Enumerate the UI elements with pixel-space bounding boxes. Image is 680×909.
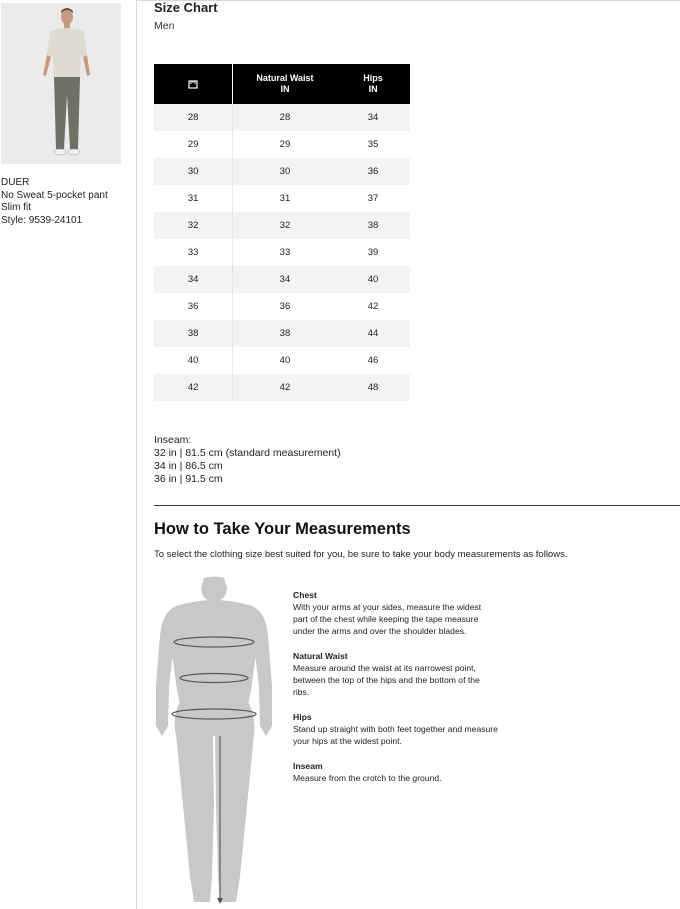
size-chart-subtitle: Men bbox=[154, 20, 175, 32]
how-to-intro: To select the clothing size best suited for you, be sure to take your body measurements as follows. bbox=[154, 549, 568, 560]
hips-cell: 35 bbox=[337, 131, 410, 158]
product-brand: DUER bbox=[1, 177, 30, 188]
size-chart-title: Size Chart bbox=[154, 0, 218, 15]
measure-chest bbox=[293, 589, 498, 637]
product-sidebar bbox=[0, 0, 137, 909]
waist-cell: 32 bbox=[233, 212, 337, 239]
inseam-line-36: 36 in | 91.5 cm bbox=[154, 473, 223, 485]
waist-cell: 40 bbox=[233, 347, 337, 374]
body-silhouette-figure bbox=[152, 576, 277, 906]
tag-icon bbox=[188, 78, 199, 88]
hips-cell: 40 bbox=[337, 266, 410, 293]
size-cell: 33 bbox=[154, 239, 233, 266]
header-size-cell bbox=[154, 64, 233, 104]
measurement-instructions bbox=[293, 589, 498, 797]
size-cell: 30 bbox=[154, 158, 233, 185]
size-cell: 32 bbox=[154, 212, 233, 239]
table-row bbox=[154, 131, 410, 158]
table-row bbox=[154, 320, 410, 347]
measure-waist bbox=[293, 650, 498, 698]
hips-cell: 34 bbox=[337, 104, 410, 131]
product-style: Style: 9539-24101 bbox=[1, 214, 83, 226]
waist-cell: 38 bbox=[233, 320, 337, 347]
size-cell: 31 bbox=[154, 185, 233, 212]
inseam-line-32: 32 in | 81.5 cm (standard measurement) bbox=[154, 447, 341, 459]
table-row bbox=[154, 293, 410, 320]
size-chart-table bbox=[154, 64, 410, 401]
measure-hips-title: Hips bbox=[293, 712, 312, 722]
waist-cell: 34 bbox=[233, 266, 337, 293]
waist-cell: 30 bbox=[233, 158, 337, 185]
section-divider bbox=[154, 505, 680, 506]
measure-hips bbox=[293, 711, 498, 747]
size-cell: 29 bbox=[154, 131, 233, 158]
table-row bbox=[154, 374, 410, 401]
hips-cell: 42 bbox=[337, 293, 410, 320]
header-waist-label: Natural Waist bbox=[256, 73, 314, 83]
waist-cell: 33 bbox=[233, 239, 337, 266]
hips-cell: 46 bbox=[337, 347, 410, 374]
measure-hips-desc: Stand up straight with both feet together and measure your hips at the widest point. bbox=[293, 724, 498, 746]
hips-cell: 48 bbox=[337, 374, 410, 401]
waist-cell: 31 bbox=[233, 185, 337, 212]
product-image bbox=[1, 3, 121, 164]
table-header-row bbox=[154, 64, 410, 104]
size-cell: 36 bbox=[154, 293, 233, 320]
size-cell: 40 bbox=[154, 347, 233, 374]
measure-waist-title: Natural Waist bbox=[293, 651, 348, 661]
header-hips-unit: IN bbox=[368, 84, 378, 94]
top-rule bbox=[137, 0, 680, 1]
size-cell: 42 bbox=[154, 374, 233, 401]
header-waist-unit: IN bbox=[280, 84, 290, 94]
how-to-title: How to Take Your Measurements bbox=[154, 520, 411, 538]
measure-inseam bbox=[293, 760, 498, 784]
measure-chest-desc: With your arms at your sides, measure the widest part of the chest while keeping the tape measure under the arms and over the shoulder blades. bbox=[293, 602, 482, 636]
header-natural-waist bbox=[233, 64, 337, 104]
hips-cell: 44 bbox=[337, 320, 410, 347]
waist-cell: 36 bbox=[233, 293, 337, 320]
size-cell: 34 bbox=[154, 266, 233, 293]
size-cell: 28 bbox=[154, 104, 233, 131]
table-row bbox=[154, 158, 410, 185]
size-guide-main bbox=[137, 0, 680, 909]
table-row bbox=[154, 239, 410, 266]
product-name: No Sweat 5-pocket pant bbox=[1, 189, 108, 201]
header-hips-label: Hips bbox=[363, 73, 383, 83]
measure-chest-title: Chest bbox=[293, 590, 317, 600]
product-info bbox=[1, 177, 108, 227]
product-fit: Slim fit bbox=[1, 202, 31, 213]
waist-cell: 28 bbox=[233, 104, 337, 131]
measure-inseam-desc: Measure from the crotch to the ground. bbox=[293, 773, 442, 783]
hips-cell: 37 bbox=[337, 185, 410, 212]
table-row bbox=[154, 266, 410, 293]
table-row bbox=[154, 212, 410, 239]
hips-cell: 38 bbox=[337, 212, 410, 239]
inseam-label: Inseam: bbox=[154, 434, 192, 446]
table-row bbox=[154, 104, 410, 131]
inseam-line-34: 34 in | 86.5 cm bbox=[154, 460, 223, 472]
measure-inseam-title: Inseam bbox=[293, 761, 323, 771]
table-row bbox=[154, 347, 410, 374]
waist-cell: 29 bbox=[233, 131, 337, 158]
waist-cell: 42 bbox=[233, 374, 337, 401]
table-row bbox=[154, 185, 410, 212]
hips-cell: 36 bbox=[337, 158, 410, 185]
header-hips bbox=[337, 64, 410, 104]
inseam-block bbox=[154, 434, 341, 486]
measure-waist-desc: Measure around the waist at its narrowest point, between the top of the hips and the bottom of the ribs. bbox=[293, 663, 480, 697]
size-cell: 38 bbox=[154, 320, 233, 347]
hips-cell: 39 bbox=[337, 239, 410, 266]
